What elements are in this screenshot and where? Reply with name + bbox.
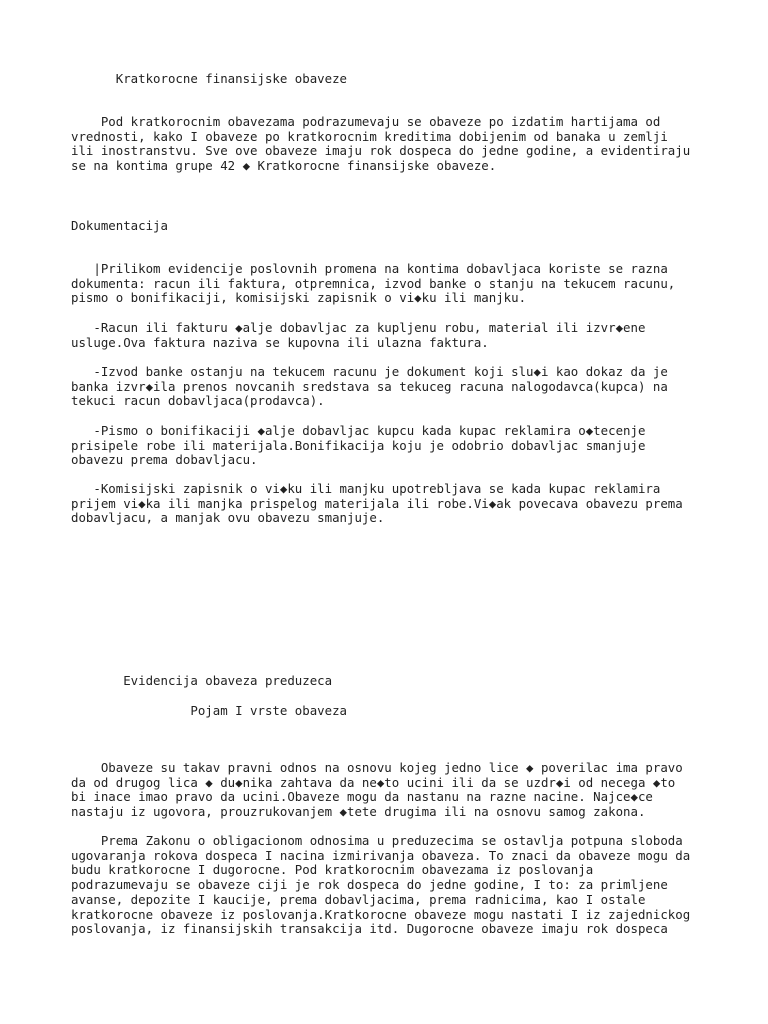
paragraph-pismo-o-bonifikaciji: -Pismo o bonifikaciji ◆alje dobavljac kupcu kada kupac reklamira o◆tecenje prisipele robe ili materijala.Bonifikacija koju je odobrio dobavljac smanjuje obavezu prema dobavljacu. (71, 423, 646, 468)
heading-evidencija-obaveza: Evidencija obaveza preduzeca (71, 673, 333, 688)
title-kratkorocne-finansijske-obaveze: Kratkorocne finansijske obaveze (71, 71, 348, 86)
heading-dokumentacija: Dokumentacija (71, 218, 168, 233)
paragraph-dokumentacija: |Prilikom evidencije poslovnih promena na kontima dobavljaca koriste se razna dokumenta: racun ili faktura, otpremnica, izvod banke o stanju na tekucem racunu, pismo o bonifikaciji, komisijski zapisnik o vi◆ku ili manjku. (71, 261, 676, 306)
paragraph-obaveze: Obaveze su takav pravni odnos na osnovu kojeg jedno lice ◆ poverilac ima pravo da od drugog lica ◆ du◆nika zahtava da ne◆to ucini ili da se uzdr◆i od necega ◆to bi inace imao pravo da ucini.Obaveze mogu da nastanu na razne nacine. Najce◆ce nastaju iz ugovora, prouzrukovanjem ◆tete drugima ili na osnovu samog zakona. (71, 760, 683, 820)
paragraph-komisijski-zapisnik: -Komisijski zapisnik o vi◆ku ili manjku upotrebljava se kada kupac reklamira prijem vi◆ka ili manjka prispelog materijala ili robe.Vi◆ak povecava obavezu prema dobavljacu, a manjak ovu obavezu smanjuje. (71, 481, 683, 526)
paragraph-izvod-banke: -Izvod banke ostanju na tekucem racunu je dokument koji slu◆i kao dokaz da je banka izvr◆ila prenos novcanih sredstava sa tekuceg racuna nalogodavca(kupca) na tekuci racun dobavljaca(prodavca). (71, 364, 668, 409)
paragraph-zakon: Prema Zakonu o obligacionom odnosima u preduzecima se ostavlja potpuna sloboda ugovaranja rokova dospeca I nacina izmirivanja obaveza. To znaci da obaveze mogu da budu kratkorocne I dugorocne. Pod kratkorocnim obavezama iz poslovanja podrazumevaju se obaveze ciji je rok dospeca do jedne godine, I to: za primljene avanse, depozite I kaucije, prema dobavljacima, prema radnicima, kao I ostale kratkorocne obaveze iz poslovanja.Kratkorocne obaveze mogu nastati I iz zajednickog poslovanja, iz finansijskih transakcija itd. Dugorocne obaveze imaju rok dospeca (71, 833, 691, 937)
paragraph-racun: -Racun ili fakturu ◆alje dobavljac za kupljenu robu, material ili izvr◆ene usluge.Ova faktura naziva se kupovna ili ulazna faktura. (71, 320, 646, 350)
heading-pojam-i-vrste-obaveza: Pojam I vrste obaveza (71, 703, 348, 718)
paragraph-intro: Pod kratkorocnim obavezama podrazumevaju se obaveze po izdatim hartijama od vrednosti, kako I obaveze po kratkorocnim kreditima dobijenim od banaka u zemlji ili inostranstvu. Sve ove obaveze imaju rok dospeca do jedne godine, a evidentiraju se na kontima grupe 42 ◆ Kratkorocne finansijske obaveze. (71, 114, 691, 174)
